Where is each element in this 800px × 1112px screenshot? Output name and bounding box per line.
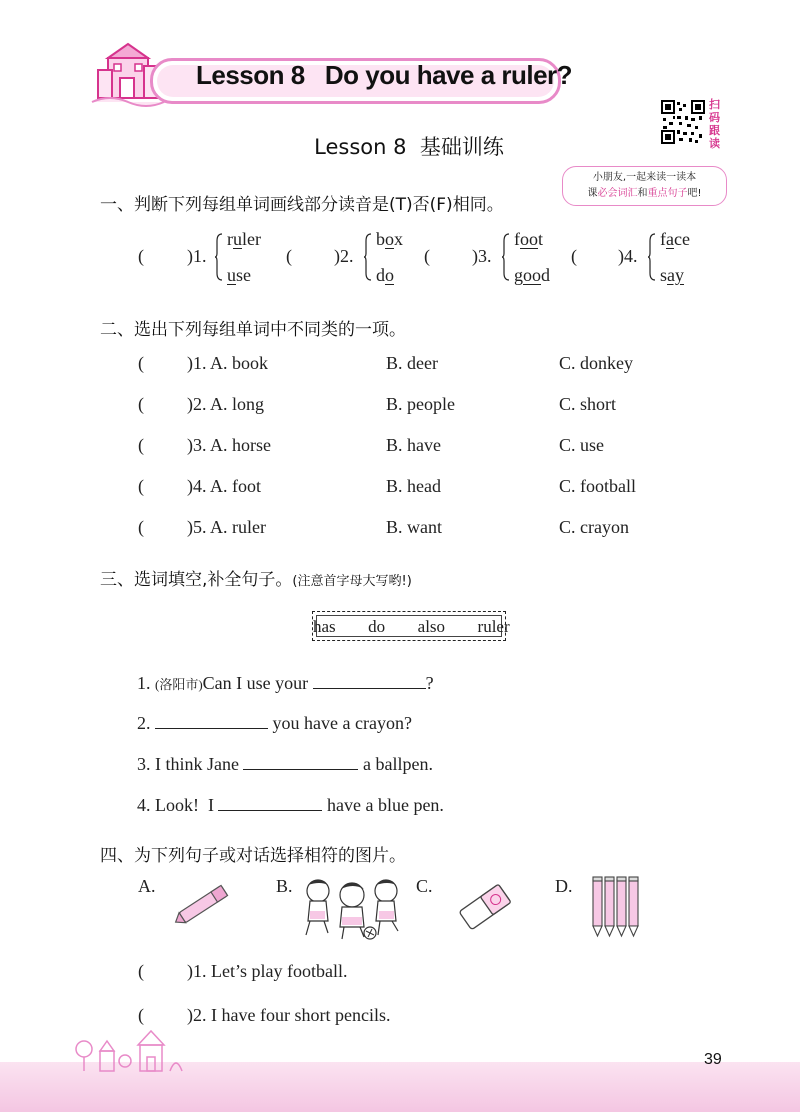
answer-blank[interactable] [243, 751, 358, 770]
list-item: )2. A. long [187, 394, 265, 414]
answer-paren-open: ( [138, 353, 144, 373]
brace-icon [364, 233, 372, 281]
list-item: )4. A. foot [187, 476, 262, 496]
list-item: )5. A. ruler [187, 517, 266, 537]
word-option: good [514, 265, 550, 285]
answer-paren-open: ( [138, 476, 144, 496]
eraser-icon [455, 882, 515, 932]
answer-paren-open: ( [138, 394, 144, 414]
brace-icon [502, 233, 510, 281]
option-c: C. short [559, 394, 617, 414]
fill-sentence-4: 4. Look! I have a blue pen. [137, 792, 444, 816]
answer-paren-open: ( [571, 246, 577, 266]
section-2-title: 二、选出下列每组单词中不同类的一项。 [100, 320, 406, 340]
four-pencils-icon [590, 874, 642, 940]
option-b: B. deer [386, 353, 438, 373]
reading-tip-bubble [562, 166, 727, 206]
word-option: ruler [227, 229, 261, 249]
brace-icon [648, 233, 656, 281]
list-item: )3. A. horse [187, 435, 271, 455]
option-b: B. people [386, 394, 455, 414]
page-number: 39 [704, 1051, 722, 1068]
lesson-title: Lesson 8 基础训练 [314, 135, 504, 159]
word-option: do [376, 265, 394, 285]
answer-blank[interactable] [218, 792, 322, 811]
word-option: foot [514, 229, 544, 249]
picture-label-c: C. [416, 876, 433, 896]
answer-paren-open: ( [286, 246, 292, 266]
item-number: )3. [472, 246, 492, 266]
item-number: )2. [334, 246, 354, 266]
picture-label-a: A. [138, 876, 156, 896]
option-b: B. head [386, 476, 441, 496]
section-3-hint: (注意首字母大写哟!) [292, 574, 412, 589]
answer-paren-open: ( [138, 246, 144, 266]
scan-read-label: 扫码跟读 [709, 98, 720, 150]
crayon-icon [170, 878, 240, 928]
footer-castle-illustration-icon [70, 1025, 190, 1073]
option-b: B. have [386, 435, 441, 455]
word-option: face [660, 229, 690, 249]
bubble-line-2: 课必会词汇和重点句子吧! [587, 188, 702, 199]
answer-blank[interactable] [313, 670, 426, 689]
picture-question-1: )1. Let’s play football. [187, 961, 348, 981]
section-1-title: 一、判断下列每组单词画线部分读音是(T)否(F)相同。 [100, 195, 504, 215]
bubble-line-1: 小朋友,一起来读一读本 [592, 172, 697, 183]
answer-paren-open: ( [138, 961, 144, 981]
option-c: C. donkey [559, 353, 633, 373]
item-number: )4. [618, 246, 638, 266]
list-item: )1. A. book [187, 353, 269, 373]
option-c: C. use [559, 435, 604, 455]
answer-paren-open: ( [424, 246, 430, 266]
word-option: use [227, 265, 251, 285]
fill-sentence-2: 2. you have a crayon? [137, 710, 412, 734]
answer-paren-open: ( [138, 435, 144, 455]
word-option: say [660, 265, 685, 285]
item-number: )1. [187, 246, 207, 266]
option-c: C. football [559, 476, 636, 496]
section-4-title: 四、为下列句子或对话选择相符的图片。 [100, 846, 406, 866]
option-b: B. want [386, 517, 442, 537]
answer-paren-open: ( [138, 1005, 144, 1025]
word-bank-box: has do also ruler [312, 611, 506, 641]
section-3-title: 三、选词填空,补全句子。(注意首字母大写哟!) [100, 570, 412, 590]
answer-paren-open: ( [138, 517, 144, 537]
option-c: C. crayon [559, 517, 629, 537]
picture-label-d: D. [555, 876, 573, 896]
children-playing-football-icon [298, 873, 408, 941]
word-option: box [376, 229, 403, 249]
picture-question-2: )2. I have four short pencils. [187, 1005, 391, 1025]
page-header-title: Lesson 8 Do you have a ruler? [196, 60, 573, 90]
fill-sentence-1: 1. (洛阳市)Can I use your ? [137, 670, 434, 694]
fill-sentence-3: 3. I think Jane a ballpen. [137, 751, 433, 775]
answer-blank[interactable] [155, 710, 268, 729]
picture-label-b: B. [276, 876, 293, 896]
brace-icon [215, 233, 223, 281]
